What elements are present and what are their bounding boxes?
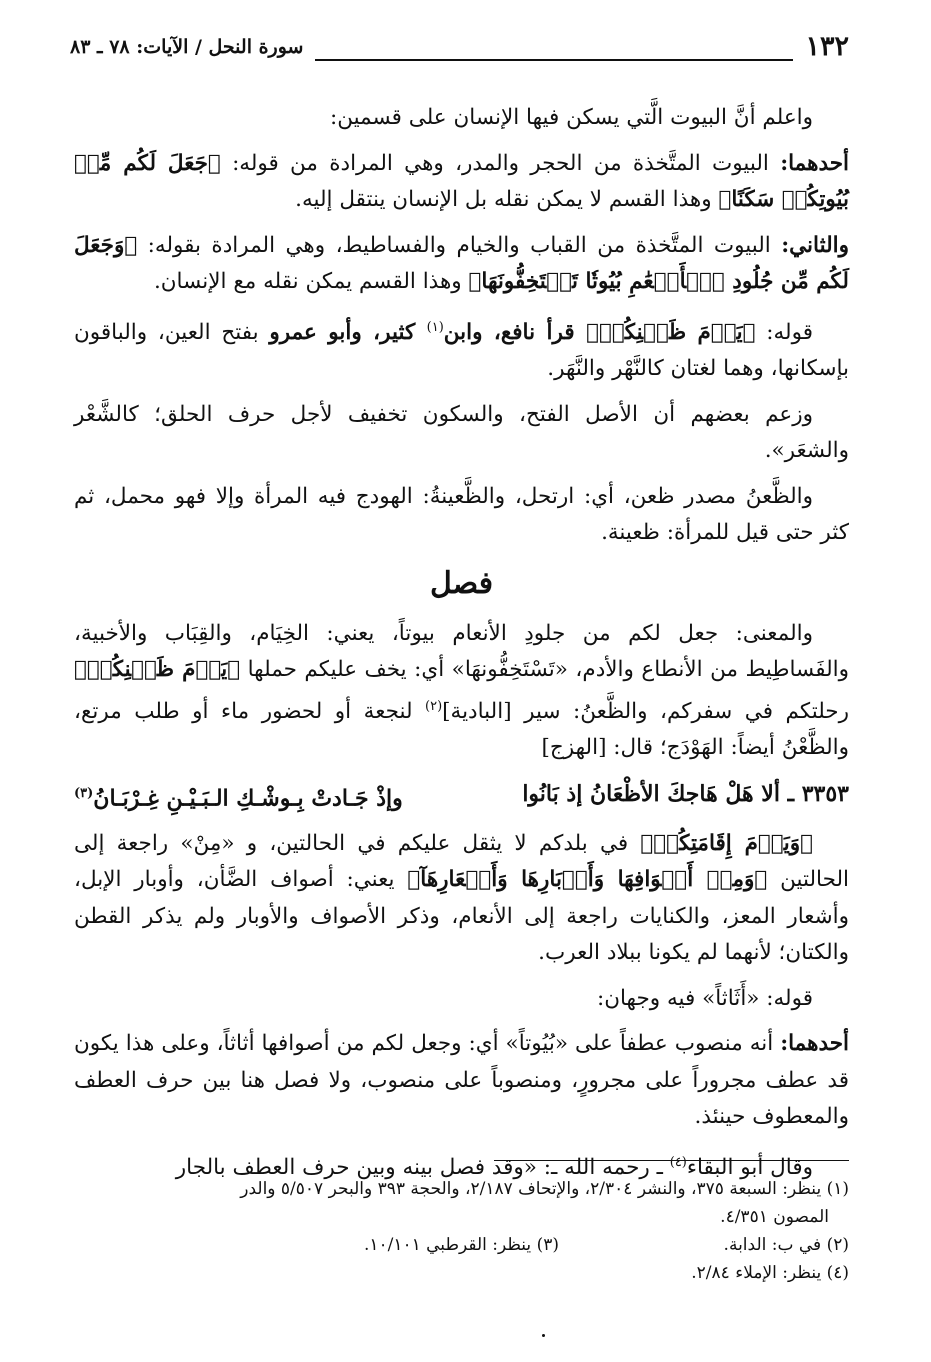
footnote-ref: (١)	[426, 319, 444, 335]
paragraph-text: قوله: «أَثَاثاً» فيه وجهان:	[596, 985, 813, 1011]
paragraph-text: رحلتكم في سفركم، والظَّعنُ: سير [البادية]	[442, 698, 849, 724]
reciters-bold: قرأ نافع، وابن	[443, 319, 587, 345]
quran-quote: ﴿يَوۡمَ ظَعۡنِكُمۡ﴾	[74, 657, 241, 683]
paragraph-lead: والثاني:	[781, 232, 849, 258]
quran-quote: ﴿جَعَلَ لَكُم مِّنۢ بُيُوتِكُمۡ سَكَنًا﴾	[74, 150, 849, 212]
paragraph-tail: يعني: أصواف الضَّأن، وأوبار الإبل، وأشعار المعز، والكنايات راجعة إلى الأنعام، وذكر الأصواف والأوبار ولم يذكر القطن والكتان؛ لأنهما لم يكونا ببلاد العرب.	[74, 867, 849, 966]
section-title: فصل	[429, 565, 494, 601]
page-number: ١٣٢	[793, 30, 849, 64]
paragraph-text: والظَّعنُ مصدر ظعن، أي: ارتحل، والظَّعينةُ: الهودج فيه المرأة وإلا فهو محمل، ثم كثر حتى قيل للمرأة: ظعينة.	[74, 483, 849, 546]
paragraph-tail: ـ رحمه الله ـ: «وقد فصل بينه وبين حرف العطف بالجار	[175, 1154, 670, 1180]
paragraph-text: وقال أبو البقاء	[686, 1154, 813, 1180]
quran-quote: ﴿وَجَعَلَ لَكُم مِّن جُلُودِ ٱلۡأَنۡعَٰمِ بُيُوتٗا تَسۡتَخِفُّونَهَا﴾	[74, 232, 849, 294]
quran-quote: ﴿وَيَوۡمَ إِقَامَتِكُمۡ﴾	[640, 830, 813, 856]
quran-quote: ﴿يَوۡمَ ظَعۡنِكُمۡ﴾	[586, 319, 756, 345]
verse-first-half	[522, 776, 849, 817]
running-head: سورة النحل / الآيات: ٧٨ ـ ٨٣	[70, 32, 315, 62]
page-dot-mark	[542, 1334, 545, 1337]
main-text	[74, 100, 849, 1195]
paragraph-text: في بلدكم لا يثقل عليكم في الحالتين، و «مِنْ» راجعة إلى الحالتين	[74, 830, 849, 893]
verse-number: ٣٣٥٣ ـ	[787, 780, 849, 807]
paragraph-intro	[74, 100, 849, 137]
footnote-1-continued: المصون ٤/٣٥١.	[720, 1207, 829, 1227]
footnote-1: (١) ينظر: السبعة ٣٧٥، والنشر ٢/٣٠٤، والإتحاف ٢/١٨٧، والحجة ٣٩٣ والبحر ٥/٥٠٧ والدر	[240, 1179, 849, 1199]
footnote-ref: (٤)	[669, 1154, 687, 1170]
quran-quote: ﴿وَمِنۡ أَصۡوَافِهَا وَأَوۡبَارِهَا وَأَشۡعَارِهَآ﴾	[407, 867, 768, 893]
paragraph-meaning	[74, 616, 849, 767]
footnote-row	[74, 1231, 849, 1259]
paragraph-text: البيوت المتَّخذة من الحجر والمدر، وهي المرادة من قوله:	[220, 150, 781, 176]
paragraph-residence	[74, 826, 849, 972]
poetry-verse	[74, 776, 849, 817]
paragraph-tail: وهذا القسم يمكن نقله مع الإنسان.	[153, 269, 469, 294]
paragraph-lead: أحدهما:	[780, 150, 849, 176]
paragraph-claim	[74, 397, 849, 470]
footnote-4: (٤) ينظر: الإملاء ٢/٨٤.	[691, 1263, 849, 1283]
page-header	[70, 30, 849, 70]
paragraph-tail: لنجعة أو لحضور ماء أو طلب مرتع، والظَّعْنُ أيضاً: الهَوْدَج؛ قال: [الهزج]	[74, 698, 849, 761]
footnotes	[74, 1175, 849, 1287]
paragraph-text: وزعم بعضهم أن الأصل الفتح، والسكون تخفيف لأجل حرف الحلق؛ كالشَّعْر والشعَر».	[74, 401, 849, 464]
paragraph-first-kind	[74, 146, 849, 219]
paragraph-text: واعلم أنَّ البيوت الَّتي يسكن فيها الإنسان على قسمين:	[329, 105, 813, 130]
footnote-2: (٢) في ب: الدابة.	[723, 1235, 849, 1255]
paragraph-text: قوله:	[755, 319, 813, 345]
paragraph-tail: بفتح العين، والباقون بإسكانها، وهما لغتان كالنَّهْر والنَّهَر.	[74, 319, 849, 382]
paragraph-readings	[74, 310, 849, 388]
footnote-3: (٣) ينظر: القرطبي ١٠/١٠١.	[363, 1235, 559, 1255]
reciters-bold: كثير، وأبو عمرو	[269, 319, 427, 345]
paragraph-tail: وهذا القسم لا يمكن نقله بل الإنسان ينتقل إليه.	[295, 187, 719, 212]
paragraph-lead: أحدهما:	[780, 1031, 849, 1057]
paragraph-athath	[74, 981, 849, 1018]
verse-second-half	[74, 776, 403, 817]
footnote-ref: (٢)	[425, 698, 443, 714]
footnote-ref: (٣)	[74, 785, 94, 801]
paragraph-definition	[74, 479, 849, 552]
paragraph-text: البيوت المتَّخذة من القباب والخيام والفساطيط، وهي المرادة بقوله:	[137, 232, 782, 258]
verse-hemistich-1: ألا هَلْ هَاجكَ الأظْعَانُ إذ بَانُوا	[522, 780, 780, 807]
verse-hemistich-2: وإذْ جَـادتْ بِـوشْـكِ الـبَـيْـنِ غِـرْبَـانُ	[93, 785, 403, 812]
paragraph-first-aspect	[74, 1026, 849, 1136]
footnote-rule	[494, 1160, 849, 1161]
paragraph-text: أنه منصوب عطفاً على «بُيُوتاً» أي: وجعل لكم من أصوافها أثاثاً، وعلى هذا يكون قد عطف مجروراً على مجرورٍ، ومنصوباً على منصوب، ولا فصل هنا بين حرف العطف والمعطوف حينئذ.	[74, 1031, 849, 1130]
paragraph-text: والمعنى: جعل لكم من جلودِ الأنعام بيوتاً، يعني: الخِيَام، والقِبَاب والأخبية، والفَساطِيط من الأنطاع والأدم، «تَسْتَخِفُّونهَا» أي: يخف عليكم حملها	[74, 620, 849, 683]
paragraph-second-kind	[74, 228, 849, 301]
